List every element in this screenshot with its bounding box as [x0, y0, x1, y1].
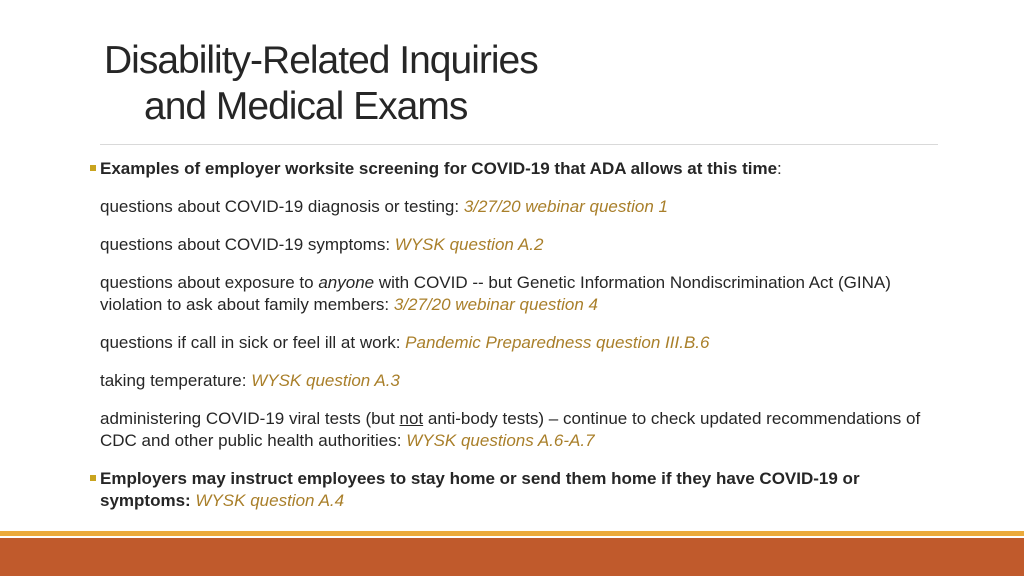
bullet-screening-examples	[88, 158, 938, 180]
reference-link: 3/27/20 webinar question 4	[393, 295, 599, 314]
footer-stripe	[0, 531, 1024, 536]
bullet-text: Employers may instruct employees to stay home or send them home if they have COVID-19 or symptoms:	[100, 469, 860, 510]
reference-link: WYSK question A.4	[195, 491, 345, 510]
title-line-2: and Medical Exams	[144, 85, 468, 128]
title-line-1: Disability-Related Inquiries	[104, 39, 538, 82]
square-bullet-icon	[90, 475, 96, 481]
emphasis: anyone	[318, 273, 375, 292]
reference-link: 3/27/20 webinar question 1	[463, 197, 668, 216]
list-item: questions about exposure to anyone with COVID -- but Genetic Information Nondiscrimination Act (GINA) violation to ask about family members: 3/27/20 webinar question 4	[100, 273, 891, 314]
slide-title	[104, 38, 704, 130]
list-item: administering COVID-19 viral tests (but not anti-body tests) – continue to check updated recommendations of CDC and other public health authorities: WYSK questions A.6-A.7	[100, 409, 921, 450]
bullet-colon: :	[777, 159, 782, 178]
bullet-send-home	[88, 468, 938, 512]
bullet-text: Examples of employer worksite screening for COVID-19 that ADA allows at this time	[100, 159, 778, 178]
reference-link: WYSK question A.3	[251, 371, 400, 390]
square-bullet-icon	[90, 165, 96, 171]
list-item: questions about COVID-19 diagnosis or testing: 3/27/20 webinar question 1	[100, 197, 668, 216]
reference-link: WYSK questions A.6-A.7	[406, 431, 595, 450]
reference-link: WYSK question A.2	[394, 235, 544, 254]
reference-link: Pandemic Preparedness question III.B.6	[405, 333, 710, 352]
title-divider	[100, 144, 938, 145]
list-item: questions if call in sick or feel ill at work: Pandemic Preparedness question III.B.6	[100, 333, 710, 352]
list-item: taking temperature: WYSK question A.3	[100, 371, 400, 390]
list-item: questions about COVID-19 symptoms: WYSK question A.2	[100, 235, 544, 254]
underlined-word: not	[399, 409, 424, 428]
slide-content	[88, 158, 938, 512]
footer-bar	[0, 538, 1024, 576]
